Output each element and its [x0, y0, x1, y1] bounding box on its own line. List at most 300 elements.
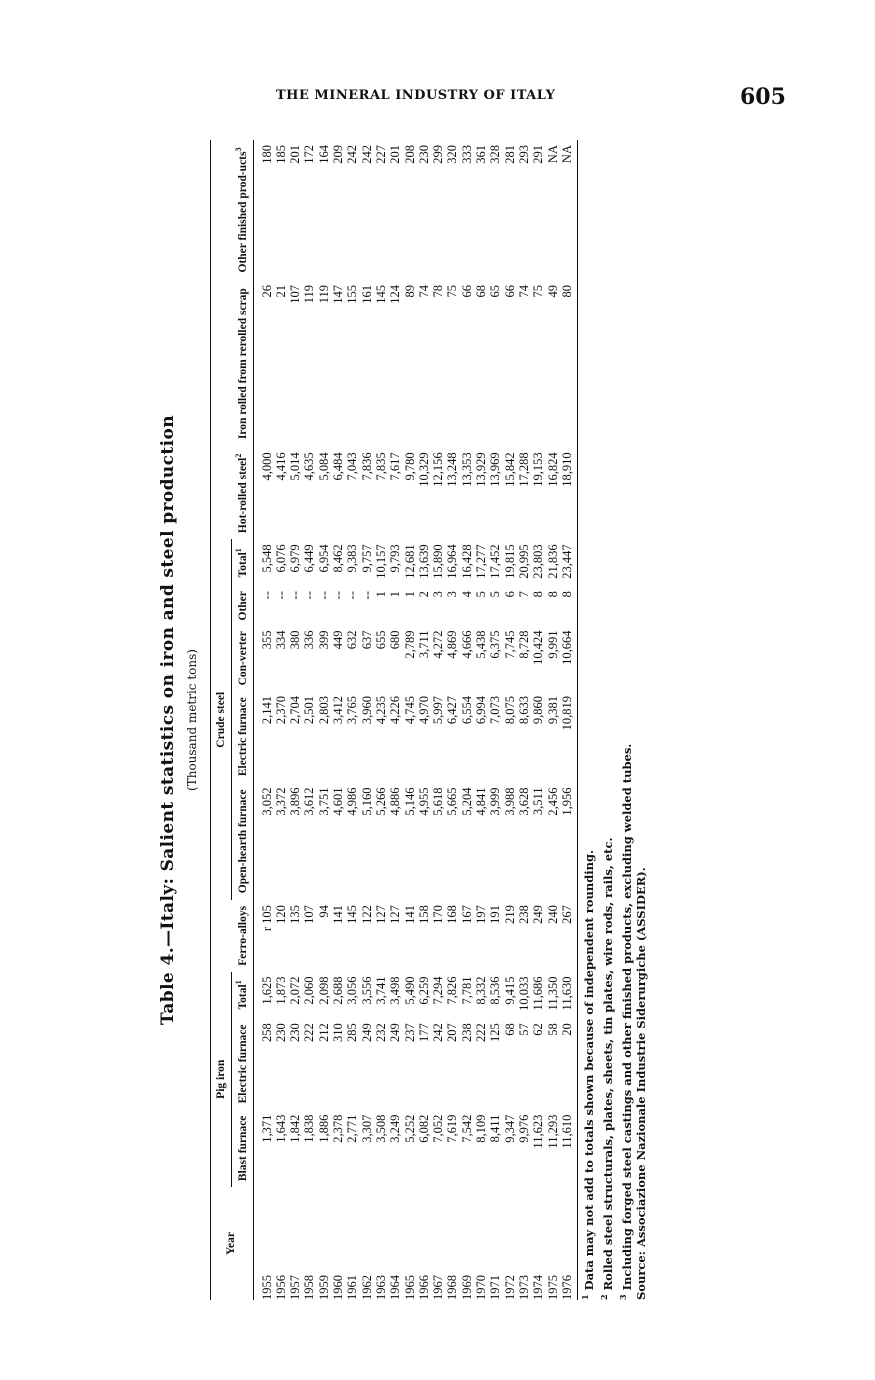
cell-steel-elec: 4,226: [388, 696, 403, 725]
cell-open-hearth: 4,601: [331, 787, 346, 816]
cell-iron-rolled: 74: [516, 285, 531, 298]
cell-ferro: 145: [345, 905, 360, 924]
cell-hot-rolled: 10,329: [416, 452, 431, 487]
cell-other: --: [331, 591, 346, 600]
cell-steel-elec: 8,075: [502, 696, 517, 725]
cell-pig-total: 2,060: [302, 976, 317, 1005]
cell-hot-rolled: 5,084: [316, 452, 331, 481]
cell-blast: 2,771: [345, 1114, 360, 1143]
cell-year: 1973: [516, 1275, 531, 1300]
cell-ferro: 219: [502, 905, 517, 924]
cell-open-hearth: 3,988: [502, 787, 517, 816]
cell-blast: 8,411: [488, 1114, 503, 1143]
cell-other-finished: 208: [402, 145, 417, 164]
cell-open-hearth: 5,266: [373, 787, 388, 816]
cell-pig-elec: 238: [459, 1023, 474, 1042]
cell-open-hearth: 3,052: [259, 787, 274, 816]
cell-blast: 1,371: [259, 1114, 274, 1143]
cell-steel-elec: 3,960: [359, 696, 374, 725]
footnote-3: $^3$ Including forged steel castings and other finished products, excluding welded tubes.: [617, 743, 634, 1300]
cell-steel-elec: 8,633: [516, 696, 531, 725]
cell-pig-total: 11,630: [560, 972, 578, 1019]
cell-ferro: 240: [545, 905, 560, 924]
cell-pig-total: 3,056: [345, 976, 360, 1005]
cell-converter: 5,438: [474, 630, 489, 659]
cell-steel-elec: 4,970: [416, 696, 431, 725]
cell-year: 1968: [445, 1275, 460, 1300]
cell-iron-rolled: 107: [288, 285, 303, 304]
cell-blast: 7,542: [459, 1114, 474, 1143]
cell-converter: 336: [302, 630, 317, 650]
table-row: [460, 140, 474, 1300]
cell-other-finished: 227: [373, 145, 388, 164]
cell-hot-rolled: 4,635: [302, 452, 317, 481]
cell-iron-rolled: 147: [331, 285, 346, 304]
cell-other: 1: [402, 591, 417, 598]
cell-open-hearth: 2,456: [545, 787, 560, 816]
cell-ferro: 120: [273, 905, 288, 924]
cell-pig-elec: 222: [474, 1023, 489, 1042]
cell-steel-elec: 6,554: [459, 696, 474, 725]
cell-hot-rolled: 13,929: [474, 452, 489, 487]
cell-ferro: 141: [331, 905, 346, 924]
cell-ferro: 158: [416, 905, 431, 924]
col-steel-electric: Electric furnace: [231, 691, 253, 782]
cell-blast: 5,252: [402, 1114, 417, 1143]
cell-pig-total: 11,686: [531, 976, 546, 1011]
cell-year: 1964: [388, 1275, 403, 1300]
cell-converter: 655: [373, 630, 388, 650]
cell-open-hearth: 5,665: [445, 787, 460, 816]
footnotes: [578, 744, 649, 1300]
cell-hot-rolled: 15,842: [502, 452, 517, 487]
cell-other-finished: 242: [359, 145, 374, 164]
cell-blast: 6,082: [416, 1114, 431, 1143]
cell-steel-elec: 6,427: [445, 696, 460, 725]
cell-pig-elec: 212: [316, 1023, 331, 1042]
cell-pig-total: 2,688: [331, 976, 346, 1005]
cell-pig-elec: 177: [416, 1023, 431, 1042]
cell-iron-rolled: 49: [545, 285, 560, 298]
cell-steel-elec: 9,860: [531, 696, 546, 725]
cell-steel-elec: 2,141: [259, 696, 274, 725]
col-pig-total: Total$^1$: [231, 972, 253, 1019]
cell-open-hearth: 5,618: [431, 787, 446, 816]
table-row: [445, 140, 459, 1300]
cell-blast: 1,838: [302, 1114, 317, 1143]
cell-blast: 11,293: [545, 1114, 560, 1149]
cell-iron-rolled: 124: [388, 285, 403, 304]
cell-converter: 10,424: [531, 630, 546, 665]
cell-steel-total: 21,836: [545, 544, 560, 579]
col-hot-rolled: Hot-rolled steel$^2$: [211, 447, 254, 539]
cell-other: 2: [416, 591, 431, 598]
cell-pig-elec: 62: [531, 1023, 546, 1036]
cell-year: 1959: [316, 1275, 331, 1300]
cell-steel-elec: 4,745: [402, 696, 417, 725]
cell-year: 1975: [545, 1275, 560, 1300]
cell-pig-elec: 68: [502, 1023, 517, 1036]
table-row: [431, 140, 445, 1300]
cell-year: 1958: [302, 1275, 317, 1300]
cell-other-finished: NA: [545, 145, 560, 164]
cell-ferro: 135: [288, 905, 303, 924]
table-row: [403, 140, 417, 1300]
table-row: [546, 140, 560, 1300]
cell-steel-total: 9,757: [359, 544, 374, 573]
cell-other: --: [273, 591, 288, 600]
table-row: [488, 140, 502, 1300]
cell-open-hearth: 5,146: [402, 787, 417, 816]
cell-blast: 3,508: [373, 1114, 388, 1143]
cell-year: 1960: [331, 1275, 346, 1300]
cell-hot-rolled: 5,014: [288, 452, 303, 481]
cell-converter: 4,272: [431, 630, 446, 659]
cell-steel-elec: 2,704: [288, 696, 303, 725]
cell-steel-total: 17,277: [474, 544, 489, 579]
source-note: Source: Associazione Nazionale Industrie Siderurgiche (ASSIDER).: [634, 867, 649, 1300]
cell-open-hearth: 5,160: [359, 787, 374, 816]
cell-converter: 380: [288, 630, 303, 650]
footnote-1: $^1$ Data may not add to totals shown because of independent rounding.: [580, 849, 596, 1300]
cell-pig-total: 7,826: [445, 976, 460, 1005]
cell-converter: 399: [316, 630, 331, 650]
cell-steel-elec: 3,765: [345, 696, 360, 725]
cell-hot-rolled: 4,000: [259, 452, 274, 481]
cell-blast: 7,619: [445, 1114, 460, 1143]
cell-converter: 3,711: [416, 630, 431, 659]
table-row: [417, 140, 431, 1300]
cell-steel-total: 15,890: [431, 544, 446, 579]
cell-blast: 11,623: [531, 1114, 546, 1149]
cell-open-hearth: 3,896: [288, 787, 303, 816]
table-row: [374, 140, 388, 1300]
cell-pig-elec: 242: [431, 1023, 446, 1042]
cell-steel-total: 13,639: [416, 544, 431, 579]
cell-steel-total: 6,076: [273, 544, 288, 573]
col-steel-total: Total$^1$: [231, 539, 253, 586]
cell-year: 1965: [402, 1275, 417, 1300]
cell-iron-rolled: 75: [531, 285, 546, 298]
cell-converter: 449: [331, 630, 346, 650]
cell-other-finished: 361: [474, 145, 489, 164]
cell-other-finished: 230: [416, 145, 431, 164]
cell-converter: 680: [388, 630, 403, 650]
cell-steel-total: 6,954: [316, 544, 331, 573]
cell-pig-total: 5,490: [402, 976, 417, 1005]
cell-other: --: [316, 591, 331, 600]
cell-open-hearth: 4,886: [388, 787, 403, 816]
cell-other-finished: 320: [445, 145, 460, 164]
cell-blast: 1,886: [316, 1114, 331, 1143]
cell-blast: 7,052: [431, 1114, 446, 1143]
cell-iron-rolled: 66: [502, 285, 517, 298]
cell-hot-rolled: 7,836: [359, 452, 374, 481]
cell-steel-total: 9,383: [345, 544, 360, 573]
cell-blast: 9,976: [516, 1114, 531, 1143]
cell-converter: 334: [273, 630, 288, 650]
cell-ferro: 249: [531, 905, 546, 924]
cell-pig-total: 8,332: [474, 976, 489, 1005]
group-pig-iron: Pig iron: [211, 972, 232, 1187]
cell-year: 1963: [373, 1275, 388, 1300]
group-crude-steel: Crude steel: [211, 539, 232, 900]
cell-ferro: 238: [516, 905, 531, 924]
cell-converter: 9,991: [545, 630, 560, 659]
cell-ferro: 191: [488, 905, 503, 924]
cell-hot-rolled: 13,248: [445, 452, 460, 487]
table-row: [503, 140, 517, 1300]
cell-ferro: r 105: [259, 905, 274, 932]
cell-iron-rolled: 66: [459, 285, 474, 298]
cell-converter: 7,745: [502, 630, 517, 659]
cell-other-finished: 291: [531, 145, 546, 164]
cell-pig-elec: 125: [488, 1023, 503, 1042]
cell-pig-total: 3,556: [359, 976, 374, 1005]
cell-converter: 4,666: [459, 630, 474, 659]
cell-blast: 11,610: [560, 1110, 578, 1187]
cell-hot-rolled: 17,288: [516, 452, 531, 487]
cell-steel-elec: 3,412: [331, 696, 346, 725]
table-row: [360, 140, 374, 1300]
cell-year: 1974: [531, 1275, 546, 1300]
cell-other: --: [359, 591, 374, 600]
cell-year: 1969: [459, 1275, 474, 1300]
cell-converter: 4,869: [445, 630, 460, 659]
cell-open-hearth: 4,986: [345, 787, 360, 816]
cell-other: 3: [431, 591, 446, 598]
cell-blast: 2,378: [331, 1114, 346, 1143]
cell-other-finished: 299: [431, 145, 446, 164]
cell-iron-rolled: 119: [302, 285, 317, 304]
col-iron-rolled: Iron rolled from rerolled scrap: [211, 280, 254, 447]
cell-year: 1961: [345, 1275, 360, 1300]
cell-year: 1971: [488, 1275, 503, 1300]
cell-pig-elec: 230: [273, 1023, 288, 1042]
page-number: 605: [740, 84, 786, 110]
cell-other-finished: 185: [273, 145, 288, 164]
cell-steel-total: 17,452: [488, 544, 503, 579]
cell-blast: 3,307: [359, 1114, 374, 1143]
rotated-table-block: [158, 140, 649, 1300]
cell-pig-total: 3,498: [388, 976, 403, 1005]
cell-hot-rolled: 12,156: [431, 452, 446, 487]
cell-steel-elec: 6,994: [474, 696, 489, 725]
cell-open-hearth: 3,372: [273, 787, 288, 816]
cell-open-hearth: 4,955: [416, 787, 431, 816]
cell-open-hearth: 3,751: [316, 787, 331, 816]
cell-steel-total: 12,681: [402, 544, 417, 579]
cell-other: --: [288, 591, 303, 600]
table-row: [253, 140, 274, 1300]
cell-pig-elec: 310: [331, 1023, 346, 1042]
cell-iron-rolled: 80: [560, 280, 578, 447]
cell-year: 1976: [560, 1187, 578, 1300]
cell-ferro: 94: [316, 905, 331, 918]
col-open-hearth: Open-hearth furnace: [231, 782, 253, 900]
cell-steel-total: 6,979: [288, 544, 303, 573]
cell-pig-elec: 230: [288, 1023, 303, 1042]
cell-pig-total: 6,259: [416, 976, 431, 1005]
table-row: [274, 140, 288, 1300]
cell-steel-total: 6,449: [302, 544, 317, 573]
cell-blast: 1,643: [273, 1114, 288, 1143]
cell-pig-total: 8,536: [488, 976, 503, 1005]
cell-iron-rolled: 145: [373, 285, 388, 304]
cell-converter: 8,728: [516, 630, 531, 659]
cell-pig-total: 2,072: [288, 976, 303, 1005]
cell-open-hearth: 3,511: [531, 787, 546, 816]
running-head: THE MINERAL INDUSTRY OF ITALY: [276, 88, 556, 103]
cell-iron-rolled: 74: [416, 285, 431, 298]
col-year: Year: [211, 1187, 254, 1300]
cell-blast: 9,347: [502, 1114, 517, 1143]
cell-iron-rolled: 65: [488, 285, 503, 298]
cell-pig-elec: 207: [445, 1023, 460, 1042]
cell-ferro: 167: [459, 905, 474, 924]
col-other: Other: [231, 586, 253, 625]
cell-year: 1956: [273, 1275, 288, 1300]
table-row: [388, 140, 402, 1300]
cell-ferro: 197: [474, 905, 489, 924]
col-ferroalloys: Ferro-alloys: [211, 900, 254, 971]
cell-other: --: [302, 591, 317, 600]
cell-open-hearth: 3,999: [488, 787, 503, 816]
cell-other: --: [259, 591, 274, 600]
cell-other-finished: 209: [331, 145, 346, 164]
cell-year: 1972: [502, 1275, 517, 1300]
cell-steel-total: 23,447: [560, 539, 578, 586]
cell-hot-rolled: 6,484: [331, 452, 346, 481]
cell-steel-elec: 7,073: [488, 696, 503, 725]
cell-steel-total: 16,428: [459, 544, 474, 579]
cell-year: 1962: [359, 1275, 374, 1300]
cell-other: 8: [531, 591, 546, 598]
cell-ferro: 122: [359, 905, 374, 924]
cell-year: 1970: [474, 1275, 489, 1300]
cell-open-hearth: 3,628: [516, 787, 531, 816]
cell-pig-elec: 58: [545, 1023, 560, 1036]
table-row: [331, 140, 345, 1300]
cell-hot-rolled: 7,617: [388, 452, 403, 481]
cell-iron-rolled: 75: [445, 285, 460, 298]
cell-other: 5: [474, 591, 489, 598]
cell-other-finished: 242: [345, 145, 360, 164]
cell-pig-total: 7,294: [431, 976, 446, 1005]
cell-steel-elec: 2,501: [302, 696, 317, 725]
cell-pig-elec: 222: [302, 1023, 317, 1042]
cell-year: 1967: [431, 1275, 446, 1300]
cell-iron-rolled: 68: [474, 285, 489, 298]
cell-other: 8: [560, 586, 578, 625]
cell-other-finished: 180: [259, 145, 274, 164]
cell-hot-rolled: 4,416: [273, 452, 288, 481]
cell-other-finished: 201: [388, 145, 403, 164]
cell-blast: 8,109: [474, 1114, 489, 1143]
cell-open-hearth: 1,956: [560, 782, 578, 900]
cell-pig-elec: 232: [373, 1023, 388, 1042]
table-row: [302, 140, 316, 1300]
cell-converter: 355: [259, 630, 274, 650]
cell-open-hearth: 5,204: [459, 787, 474, 816]
col-other-finished: Other finished prod-ucts$^3$: [211, 140, 254, 280]
cell-open-hearth: 3,612: [302, 787, 317, 816]
table-body: [253, 140, 578, 1300]
cell-pig-total: 1,873: [273, 976, 288, 1005]
cell-converter: 10,664: [560, 625, 578, 691]
col-converter: Con-verter: [231, 625, 253, 691]
cell-other: --: [345, 591, 360, 600]
cell-steel-total: 20,995: [516, 544, 531, 579]
cell-pig-elec: 249: [359, 1023, 374, 1042]
cell-year: 1957: [288, 1275, 303, 1300]
cell-converter: 6,375: [488, 630, 503, 659]
cell-iron-rolled: 161: [359, 285, 374, 304]
table-row: [317, 140, 331, 1300]
cell-year: 1955: [259, 1275, 274, 1300]
cell-pig-total: 1,625: [259, 976, 274, 1005]
cell-other-finished: 281: [502, 145, 517, 164]
cell-steel-total: 19,815: [502, 544, 517, 579]
cell-pig-elec: 237: [402, 1023, 417, 1042]
cell-ferro: 127: [388, 905, 403, 924]
table-row: [517, 140, 531, 1300]
cell-pig-total: 9,415: [502, 976, 517, 1005]
cell-converter: 632: [345, 630, 360, 650]
cell-ferro: 170: [431, 905, 446, 924]
cell-hot-rolled: 9,780: [402, 452, 417, 481]
cell-steel-total: 8,462: [331, 544, 346, 573]
cell-steel-elec: 10,819: [560, 691, 578, 782]
cell-other-finished: 172: [302, 145, 317, 164]
cell-ferro: 127: [373, 905, 388, 924]
cell-pig-total: 2,098: [316, 976, 331, 1005]
table-title: Table 4.—Italy: Salient statistics on iron and steel production: [158, 414, 178, 1026]
cell-steel-elec: 5,997: [431, 696, 446, 725]
cell-other-finished: 164: [316, 145, 331, 164]
cell-steel-elec: 2,803: [316, 696, 331, 725]
cell-steel-total: 23,803: [531, 544, 546, 579]
cell-hot-rolled: 19,153: [531, 452, 546, 487]
cell-steel-total: 16,964: [445, 544, 460, 579]
cell-other-finished: 328: [488, 145, 503, 164]
table-row: [345, 140, 359, 1300]
cell-steel-elec: 9,381: [545, 696, 560, 725]
table-row: [474, 140, 488, 1300]
cell-pig-total: 11,350: [545, 976, 560, 1011]
cell-converter: 637: [359, 630, 374, 650]
cell-iron-rolled: 26: [259, 285, 274, 298]
table-row: [288, 140, 302, 1300]
cell-ferro: 141: [402, 905, 417, 924]
table-subtitle: (Thousand metric tons): [185, 649, 199, 791]
cell-steel-total: 9,793: [388, 544, 403, 573]
footnote-2: $^2$ Rolled steel structurals, plates, sheets, tin plates, wire rods, rails, etc.: [598, 837, 615, 1300]
cell-hot-rolled: 16,824: [545, 452, 560, 487]
cell-other: 4: [459, 591, 474, 598]
cell-iron-rolled: 21: [273, 285, 288, 298]
table-row: [560, 140, 578, 1300]
cell-ferro: 168: [445, 905, 460, 924]
cell-blast: 1,842: [288, 1114, 303, 1143]
cell-hot-rolled: 18,910: [560, 447, 578, 539]
col-blast-furnace: Blast furnace: [231, 1110, 253, 1187]
cell-other: 6: [502, 591, 517, 598]
cell-year: 1966: [416, 1275, 431, 1300]
cell-steel-total: 5,548: [259, 544, 274, 573]
cell-other: 8: [545, 591, 560, 598]
cell-hot-rolled: 7,835: [373, 452, 388, 481]
